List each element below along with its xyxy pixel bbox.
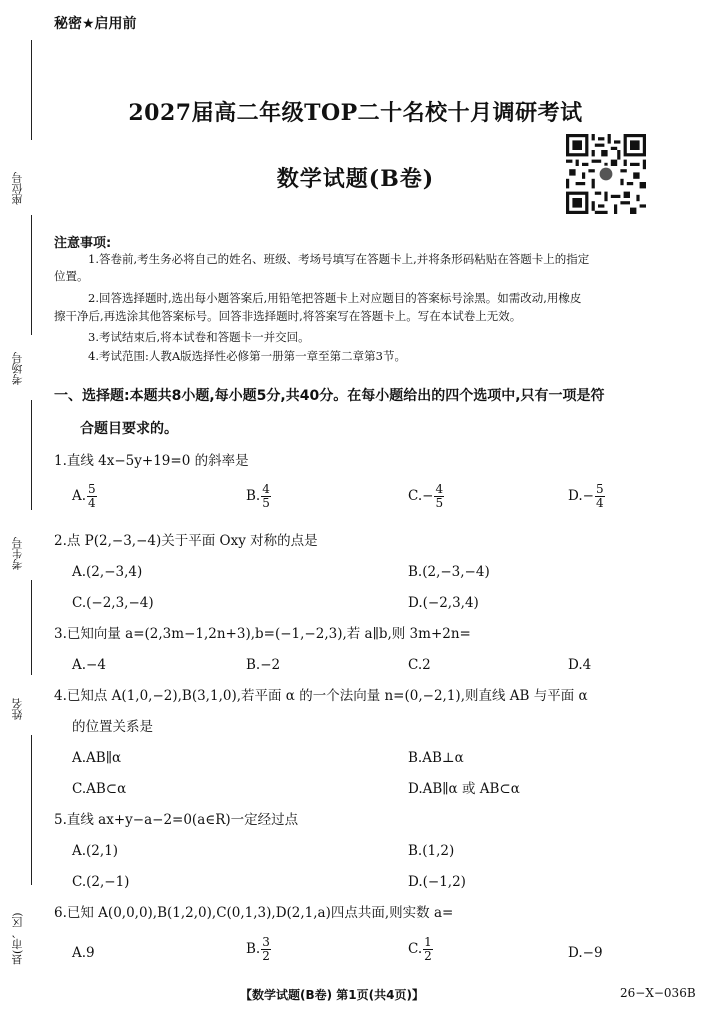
question-1-option-d: D.− $\frac{5}{4}$	[568, 482, 604, 510]
question-6-option-c: C. $\frac{1}{2}$	[408, 935, 432, 963]
question-4-stem-cont: 的位置关系是	[72, 719, 153, 735]
question-1-stem: 1.直线 4x−5y+19=0 的斜率是	[54, 453, 249, 469]
exam-subtitle: 数学试题(B卷)	[276, 166, 435, 192]
confidential-label: 秘密★启用前	[54, 16, 137, 32]
sidebar-label-seat: 座位号	[11, 172, 24, 205]
question-6-option-d: D.−9	[568, 945, 603, 961]
notice-item: 1.答卷前,考生务必将自己的姓名、班级、考场号填写在答题卡上,并将条形码粘贴在答题卡上的指定	[88, 252, 590, 266]
binding-line	[31, 735, 32, 885]
question-5-option-c: C.(2,−1)	[72, 874, 130, 890]
section-heading: 一、选择题:本题共8小题,每小题5分,共40分。在每小题给出的四个选项中,只有一项是符	[54, 388, 605, 404]
notice-item: 2.回答选择题时,选出每小题答案后,用铅笔把答题卡上对应题目的答案标号涂黑。如需改动,用橡皮	[88, 291, 582, 305]
qr-code-icon	[566, 134, 646, 214]
section-heading-cont: 合题目要求的。	[80, 421, 178, 437]
notice-item: 4.考试范围:人教A版选择性必修第一册第一章至第二章第3节。	[88, 349, 406, 363]
question-5-stem: 5.直线 ax+y−a−2=0(a∈R)一定经过点	[54, 812, 299, 828]
question-1-option-c: C.− $\frac{4}{5}$	[408, 482, 444, 510]
notice-item: 3.考试结束后,将本试卷和答题卡一并交回。	[88, 330, 310, 344]
sidebar-label-room: 考场号	[11, 352, 24, 385]
question-4-option-b: B.AB⊥α	[408, 750, 464, 766]
binding-line	[31, 400, 32, 510]
notice-item: 位置。	[54, 269, 89, 283]
question-6-option-a: A.9	[72, 945, 95, 961]
sidebar-label-county: 县(市、区)	[11, 912, 24, 965]
question-4-option-d: D.AB∥α 或 AB⊂α	[408, 781, 520, 797]
exam-title: 2027届高二年级TOP二十名校十月调研考试	[128, 100, 583, 126]
sidebar-label-examinee: 考生号	[11, 537, 24, 570]
question-1-option-b: B. $\frac{4}{5}$	[246, 482, 270, 510]
paper-code: 26−X−036B	[620, 986, 696, 1000]
question-3-option-c: C.2	[408, 657, 431, 673]
page-footer: 【数学试题(B卷) 第1页(共4页)】	[240, 988, 424, 1002]
question-4-option-a: A.AB∥α	[72, 750, 122, 766]
sidebar-label-name: 姓名	[11, 698, 24, 720]
question-5-option-a: A.(2,1)	[72, 843, 119, 859]
question-4-option-c: C.AB⊂α	[72, 781, 127, 797]
question-5-option-d: D.(−1,2)	[408, 874, 466, 890]
binding-line	[31, 215, 32, 335]
question-2-option-a: A.(2,−3,4)	[72, 564, 143, 580]
question-6-option-b: B. $\frac{3}{2}$	[246, 935, 270, 963]
question-1-option-a: A. $\frac{5}{4}$	[72, 482, 96, 510]
question-2-option-c: C.(−2,3,−4)	[72, 595, 154, 611]
binding-line	[31, 580, 32, 675]
question-5-option-b: B.(1,2)	[408, 843, 455, 859]
question-3-option-d: D.4	[568, 657, 592, 673]
question-3-stem: 3.已知向量 a=(2,3m−1,2n+3),b=(−1,−2,3),若 a∥b,则 3m+2n=	[54, 626, 471, 642]
question-2-option-d: D.(−2,3,4)	[408, 595, 479, 611]
notice-heading: 注意事项:	[54, 236, 112, 251]
question-3-option-a: A.−4	[72, 657, 106, 673]
question-2-option-b: B.(2,−3,−4)	[408, 564, 490, 580]
question-4-stem: 4.已知点 A(1,0,−2),B(3,1,0),若平面 α 的一个法向量 n=(0,−2,1),则直线 AB 与平面 α	[54, 688, 588, 704]
question-2-stem: 2.点 P(2,−3,−4)关于平面 Oxy 对称的点是	[54, 533, 318, 549]
notice-item: 擦干净后,再选涂其他答案标号。回答非选择题时,将答案写在答题卡上。写在本试卷上无效。	[54, 309, 522, 323]
question-3-option-b: B.−2	[246, 657, 281, 673]
question-6-stem: 6.已知 A(0,0,0),B(1,2,0),C(0,1,3),D(2,1,a)四点共面,则实数 a=	[54, 905, 454, 921]
